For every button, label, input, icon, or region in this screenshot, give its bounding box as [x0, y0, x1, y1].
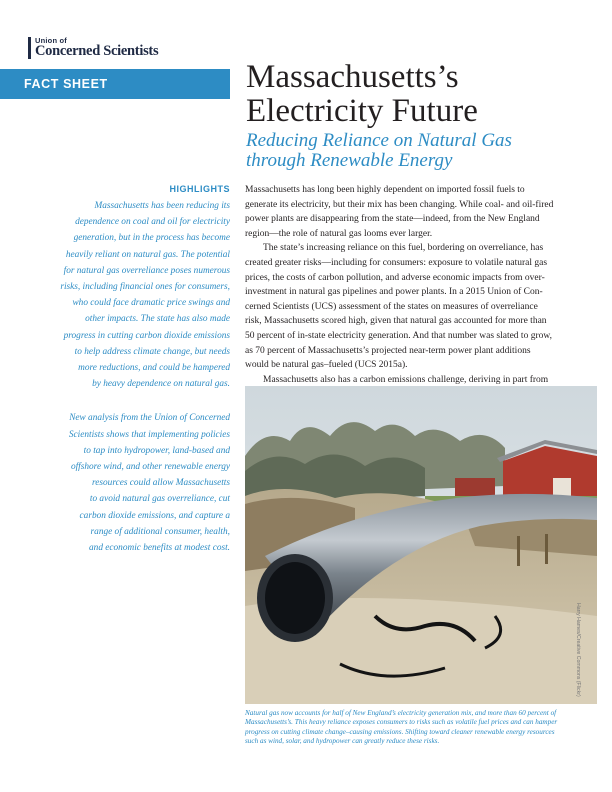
body-line: 50 percent of in-state electricity generation. And that number was slated to grow,	[245, 330, 552, 341]
body-line: investment in natural gas pipelines and power plants. In a 2015 Union of Con-	[245, 287, 543, 298]
highlights-line: generation, but in the process has become	[73, 233, 230, 244]
page-subtitle	[246, 131, 596, 171]
pipeline-photo	[245, 386, 597, 704]
highlights-line: progress in cutting carbon dioxide emissions	[63, 330, 230, 341]
logo-line-2: Concerned Scientists	[35, 43, 159, 59]
logo-bar	[28, 37, 31, 59]
highlights-line: to tap into hydropower, land-based and	[83, 445, 230, 456]
highlights-line: to help address climate change, but needs	[74, 346, 230, 357]
highlights-line: resources could allow Massachusetts	[92, 478, 230, 489]
subtitle-line: Reducing Reliance on Natural Gas	[246, 130, 512, 151]
photo-credit: Harry Hames/Creative Commons (Flickr)	[575, 603, 581, 697]
highlights-paragraph-2	[30, 410, 230, 556]
body-line: The state’s increasing reliance on this fuel, bordering on overreliance, has	[263, 243, 544, 254]
highlights-line: who could face dramatic price swings and	[72, 298, 230, 309]
highlights-line: offshore wind, and other renewable energy	[70, 462, 230, 473]
body-line: would be natural gas–fueled (UCS 2015a).	[245, 360, 408, 371]
highlights-line: dependence on coal and oil for electricity	[75, 217, 230, 228]
body-line: Massachusetts also has a carbon emissions challenge, deriving in part from	[263, 374, 549, 385]
highlights-line: carbon dioxide emissions, and capture a	[79, 510, 230, 521]
body-line: generate its electricity, but their mix has been changing. While coal- and oil-fired	[245, 199, 554, 210]
highlights-line: for natural gas overreliance poses numerous	[63, 265, 230, 276]
body-paragraph-2	[245, 241, 595, 372]
body-line: power plants are disappearing from the state—indeed, from the New England	[245, 214, 540, 225]
highlights-line: to avoid natural gas overreliance, cut	[89, 494, 230, 505]
highlights-sidebar	[30, 184, 230, 556]
highlights-line: Massachusetts has been reducing its	[94, 201, 230, 211]
title-line: Massachusetts’s	[246, 59, 459, 95]
highlights-paragraph-1	[30, 198, 230, 392]
highlights-line: Scientists shows that implementing policies	[68, 429, 230, 440]
highlights-line: and economic benefits at modest cost.	[89, 543, 230, 554]
body-line: created greater risks—including for consumers: exposure to volatile natural gas	[245, 257, 548, 268]
highlights-line: New analysis from the Union of Concerned	[69, 413, 230, 424]
fact-sheet-badge	[0, 69, 230, 99]
body-line: cerned Scientists (UCS) assessment of the states on measures of overreliance	[245, 301, 538, 312]
title-line: Electricity Future	[246, 93, 478, 129]
highlights-line: more reductions, and could be hampered	[78, 363, 230, 374]
body-line: as 70 percent of Massachusetts’s projected near-term power plant additions	[245, 345, 531, 356]
caption-line: Natural gas now accounts for half of New England’s electricity generation mix, and more than 60 percent of	[245, 709, 557, 717]
fact-sheet-label: FACT SHEET	[24, 77, 108, 91]
highlights-line: risks, including financial ones for consumers,	[60, 282, 230, 293]
body-line: prices, the costs of carbon pollution, and adverse economic impacts from over-	[245, 272, 545, 283]
body-line: risk, Massachusetts scored high, given that natural gas accounted for more than	[245, 316, 547, 327]
subtitle-line: through Renewable Energy	[246, 150, 453, 171]
highlights-line: heavily reliant on natural gas. The potential	[65, 249, 230, 260]
body-paragraph-1	[245, 183, 595, 241]
photo-caption	[245, 709, 600, 747]
logo-line-1: Union of	[35, 36, 68, 45]
highlights-line: range of additional consumer, health,	[90, 526, 230, 537]
highlights-line: other impacts. The state has also made	[85, 314, 230, 325]
highlights-line: by heavy dependence on natural gas.	[92, 379, 230, 390]
page-title	[246, 60, 596, 128]
caption-line: Massachusetts’s. This heavy reliance exposes consumers to risks such as volatile fuel prices and can hamper	[245, 718, 558, 727]
caption-line: progress on cutting climate change–causing emissions. Shifting toward cleaner renewable energy resources	[245, 727, 555, 736]
body-line: Massachusetts has long been highly dependent on imported fossil fuels to	[245, 185, 525, 195]
ucs-logo	[28, 36, 188, 62]
highlights-heading: HIGHLIGHTS	[169, 184, 230, 194]
caption-line: such as wind, solar, and hydropower can greatly reduce these risks.	[245, 737, 440, 746]
body-line: region—the role of natural gas looms ever larger.	[245, 228, 433, 239]
